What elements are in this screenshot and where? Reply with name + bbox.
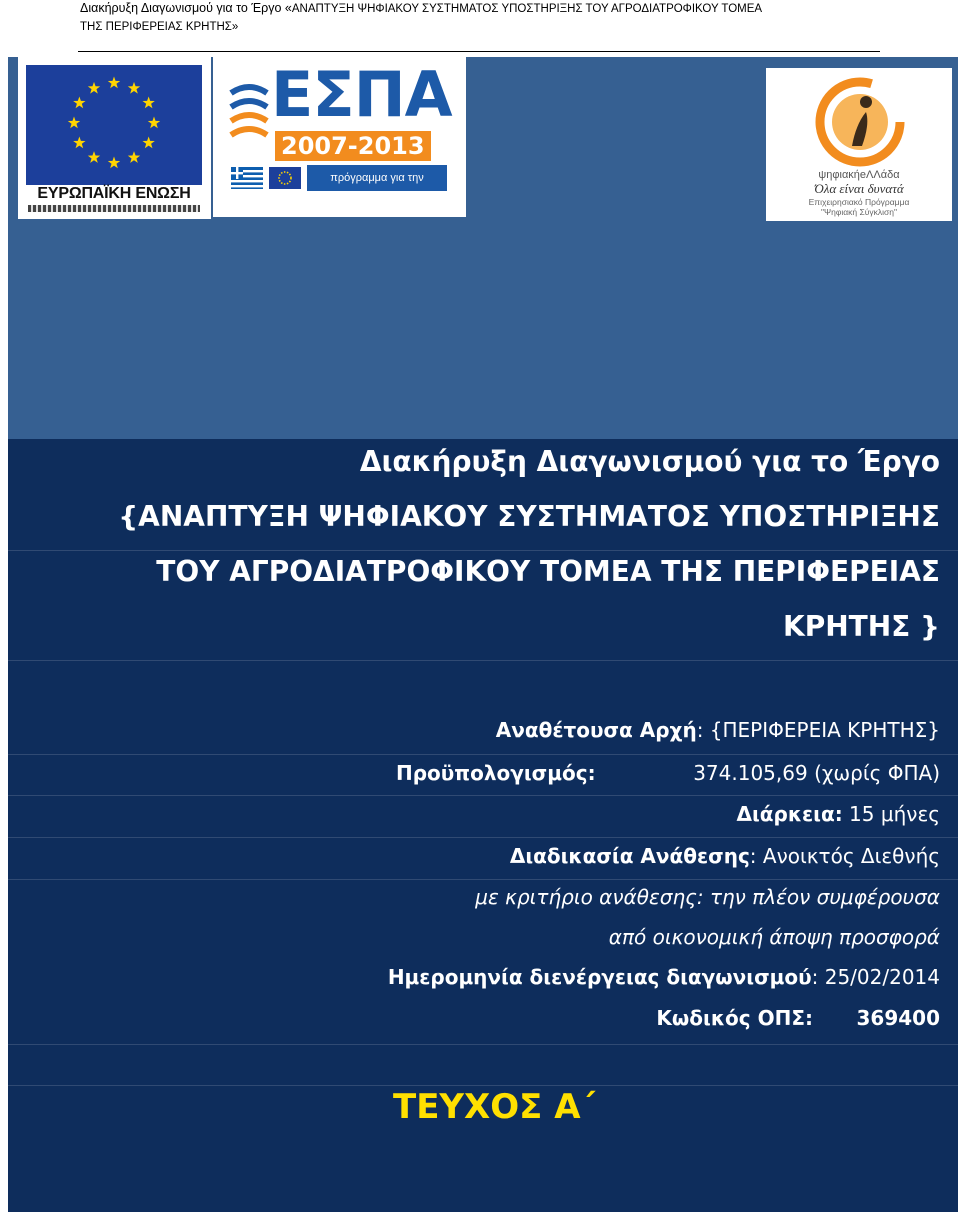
title-line-4: ΚΡΗΤΗΣ } [783, 610, 940, 643]
eu-star-icon [142, 97, 154, 109]
criterion-line-1: με κριτήριο ανάθεσης: την πλέον συμφέρουσα [475, 885, 940, 909]
criterion-line-2: από οικονομική άποψη προσφορά [608, 925, 940, 949]
eu-star-icon [88, 82, 100, 94]
procedure-row [510, 843, 940, 869]
eu-star-icon [73, 97, 85, 109]
cover-page [8, 57, 958, 1212]
eu-star-icon [73, 137, 85, 149]
duration-row [737, 801, 941, 827]
running-header-prefix: Διακήρυξη Διαγωνισμού για το Έργο « [80, 1, 292, 15]
digital-brand: ψηφιακήeΛΛάδα [818, 169, 900, 181]
espa-slogan: πρόγραμμα για την ανάπτυξη [307, 165, 447, 191]
ops-value: 369400 [856, 1006, 940, 1030]
budget-label: Προϋπολογισμός: [396, 761, 596, 785]
procedure-label: Διαδικασία Ανάθεσης [509, 844, 750, 868]
row-separator [8, 795, 958, 796]
running-header [80, 0, 870, 36]
eu-logo [18, 57, 211, 219]
digital-slogan: Όλα είναι δυνατά [814, 181, 904, 196]
digital-program [766, 197, 952, 217]
eu-flag-icon [26, 65, 202, 185]
row-separator [8, 550, 958, 551]
authority-row [496, 717, 940, 743]
row-separator [8, 879, 958, 880]
title-line-1: Διακήρυξη Διαγωνισμού για το Έργο [359, 445, 940, 478]
eu-star-icon [148, 117, 160, 129]
digital-greece-mark-icon [812, 76, 908, 168]
eu-star-icon [128, 82, 140, 94]
espa-logo [213, 57, 466, 217]
digital-greece-logo [766, 68, 952, 221]
digital-program-line2: "Ψηφιακή Σύγκλιση" [820, 207, 898, 217]
espa-waves-icon [227, 79, 271, 149]
digital-program-line1: Επιχειρησιακό Πρόγραμμα [808, 197, 910, 207]
row-separator [8, 1044, 958, 1045]
running-header-line2: ΤΗΣ ΠΕΡΙΦΕΡΕΙΑΣ ΚΡΗΤΗΣ» [80, 21, 239, 33]
title-line-2: {ΑΝΑΠΤΥΞΗ ΨΗΦΙΑΚΟΥ ΣΥΣΤΗΜΑΤΟΣ ΥΠΟΣΤΗΡΙΞΗΣ [118, 500, 940, 533]
running-header-caps: ΑΝΑΠΤΥΞΗ ΨΗΦΙΑΚΟΥ ΣΥΣΤΗΜΑΤΟΣ ΥΠΟΣΤΗΡΙΞΗΣ ΤΟΥ ΑΓΡΟΔΙΑΤΡΟΦΙΚΟΥ ΤΟΜΕΑ [291, 3, 763, 15]
eu-stars-icon [26, 65, 202, 185]
espa-wordmark: ΕΣΠΑ [271, 58, 452, 131]
eu-fund-strip [28, 205, 200, 212]
eu-star-icon [128, 151, 140, 163]
eu-star-icon [108, 157, 120, 169]
eu-star-icon [142, 137, 154, 149]
duration-value: 15 μήνες [842, 802, 940, 826]
date-row [388, 964, 940, 990]
title-line-3: ΤΟΥ ΑΓΡΟΔΙΑΤΡΟΦΙΚΟΥ ΤΟΜΕΑ ΤΗΣ ΠΕΡΙΦΕΡΕΙΑΣ [156, 555, 940, 588]
eu-star-icon [108, 77, 120, 89]
row-separator [8, 754, 958, 755]
header-rule [78, 51, 880, 52]
authority-value: : {ΠΕΡΙΦΕΡΕΙΑ ΚΡΗΤΗΣ} [696, 718, 940, 742]
duration-label: Διάρκεια: [736, 802, 843, 826]
budget-value: 374.105,69 (χωρίς ΦΠΑ) [693, 761, 940, 785]
row-separator [8, 837, 958, 838]
espa-years: 2007-2013 [275, 131, 431, 161]
ops-label: Κωδικός ΟΠΣ: [656, 1006, 813, 1030]
eu-star-icon [88, 151, 100, 163]
eu-label: ΕΥΡΩΠΑΪΚΗ ΕΝΩΣΗ [37, 185, 191, 202]
date-value: : 25/02/2014 [811, 965, 940, 989]
greek-eu-flags-icon [231, 167, 303, 189]
date-label: Ημερομηνία διενέργειας διαγωνισμού [387, 965, 812, 989]
row-separator [8, 660, 958, 661]
procedure-value: : Ανοικτός Διεθνής [749, 844, 940, 868]
volume-label: ΤΕΥΧΟΣ Α΄ [393, 1087, 596, 1127]
authority-label: Αναθέτουσα Αρχή [495, 718, 697, 742]
row-separator [8, 1085, 958, 1086]
eu-star-icon [68, 117, 80, 129]
